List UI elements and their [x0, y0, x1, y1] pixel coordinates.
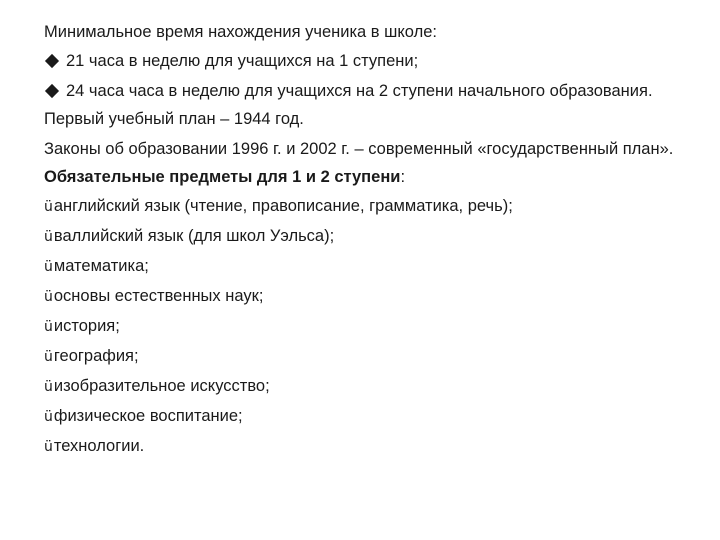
subject-item [44, 282, 684, 312]
checkmark-icon: ü [44, 379, 53, 395]
checkmark-icon: ü [44, 439, 53, 455]
subject-item-text: технологии. [53, 437, 145, 455]
subject-item-text: математика; [53, 257, 149, 275]
subject-item-text: изобразительное искусство; [53, 377, 270, 395]
subject-item-text: основы естественных наук; [53, 287, 264, 305]
checkmark-icon: ü [44, 349, 53, 365]
diamond-bullet-icon [45, 54, 59, 68]
subject-item-text: английский язык (чтение, правописание, грамматика, речь); [53, 197, 513, 215]
subject-item [44, 192, 684, 222]
subject-item [44, 402, 684, 432]
subjects-heading-bold: Обязательные предметы для 1 и 2 ступени [44, 168, 401, 186]
subject-item [44, 432, 684, 462]
subject-item-text: валлийский язык (для школ Уэльса); [53, 227, 335, 245]
subject-item [44, 342, 684, 372]
hours-item-2-text: 24 часа часа в неделю для учащихся на 2 ступени начального образования. [66, 82, 653, 100]
subject-item [44, 372, 684, 402]
checkmark-icon: ü [44, 199, 53, 215]
subject-item [44, 252, 684, 282]
subject-item-text: физическое воспитание; [53, 407, 243, 425]
subject-item-text: география; [53, 347, 139, 365]
slide-text [44, 18, 684, 462]
laws-text: Законы об образовании 1996 г. и 2002 г. – современный «государственный план». [44, 140, 674, 158]
subject-item [44, 312, 684, 342]
subjects-list [44, 192, 684, 462]
subject-item [44, 222, 684, 252]
checkmark-icon: ü [44, 259, 53, 275]
checkmark-icon: ü [44, 319, 53, 335]
diamond-bullet-icon [45, 84, 59, 98]
checkmark-icon: ü [44, 409, 53, 425]
checkmark-icon: ü [44, 289, 53, 305]
subjects-heading [44, 163, 684, 192]
checkmark-icon: ü [44, 229, 53, 245]
hours-item-1 [44, 47, 684, 76]
subjects-heading-suffix: : [400, 168, 406, 186]
subject-item-text: история; [53, 317, 120, 335]
intro-text: Минимальное время нахождения ученика в школе: [44, 23, 437, 41]
hours-item-2 [44, 76, 684, 105]
hours-item-1-text: 21 часа в неделю для учащихся на 1 ступени; [66, 52, 419, 70]
first-plan-text: Первый учебный план – 1944 год. [44, 110, 304, 128]
